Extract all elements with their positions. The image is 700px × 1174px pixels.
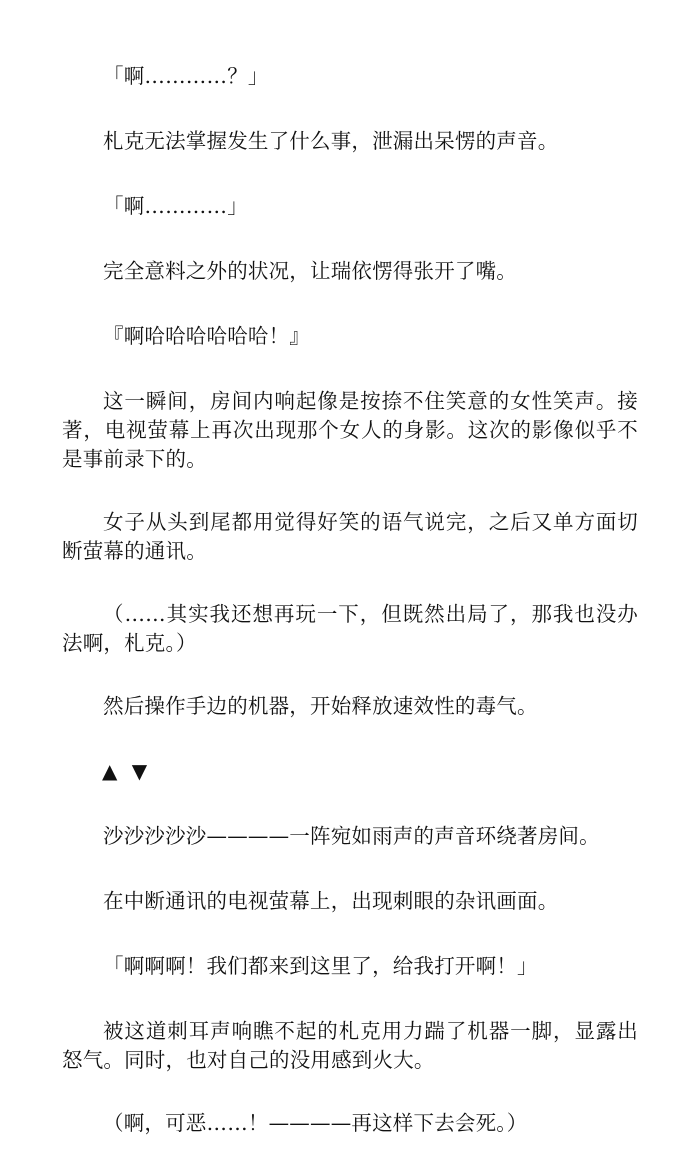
dialogue-line: 「啊…………」	[103, 194, 248, 218]
narration-paragraph: 完全意料之外的状况，让瑞依愣得张开了嘴。	[103, 259, 517, 283]
narration-paragraph: 札克无法掌握发生了什么事，泄漏出呆愣的声音。	[103, 129, 559, 153]
dialogue-line: 「啊…………？」	[103, 64, 269, 88]
dialogue-line: 「啊啊啊！我们都来到这里了，给我打开啊！」	[103, 954, 538, 978]
narration-paragraph: 在中断通讯的电视萤幕上，出现刺眼的杂讯画面。	[103, 889, 559, 913]
document-page	[62, 62, 638, 1174]
narration-paragraph: 这一瞬间，房间内响起像是按捺不住笑意的女性笑声。接著，电视萤幕上再次出现那个女人的身影。这次的影像似乎不是事前录下的。	[62, 389, 638, 471]
narration-paragraph: 被这道刺耳声响瞧不起的札克用力踹了机器一脚，显露出怒气。同时，也对自己的没用感到火大。	[62, 1019, 638, 1072]
inner-thought: （……其实我还想再玩一下，但既然出局了，那我也没办法啊，札克。）	[62, 602, 638, 655]
narration-paragraph: 然后操作手边的机器，开始释放速效性的毒气。	[103, 694, 538, 718]
narration-paragraph: 沙沙沙沙沙————一阵宛如雨声的声音环绕著房间。	[103, 824, 600, 848]
inner-thought: （啊，可恶……！————再这样下去会死。）	[103, 1111, 528, 1135]
narration-paragraph: 女子从头到尾都用觉得好笑的语气说完，之后又单方面切断萤幕的通讯。	[62, 510, 638, 563]
dialogue-line: 『啊哈哈哈哈哈哈！』	[103, 324, 310, 348]
scene-break-symbols: ▲ ▼	[102, 759, 152, 783]
